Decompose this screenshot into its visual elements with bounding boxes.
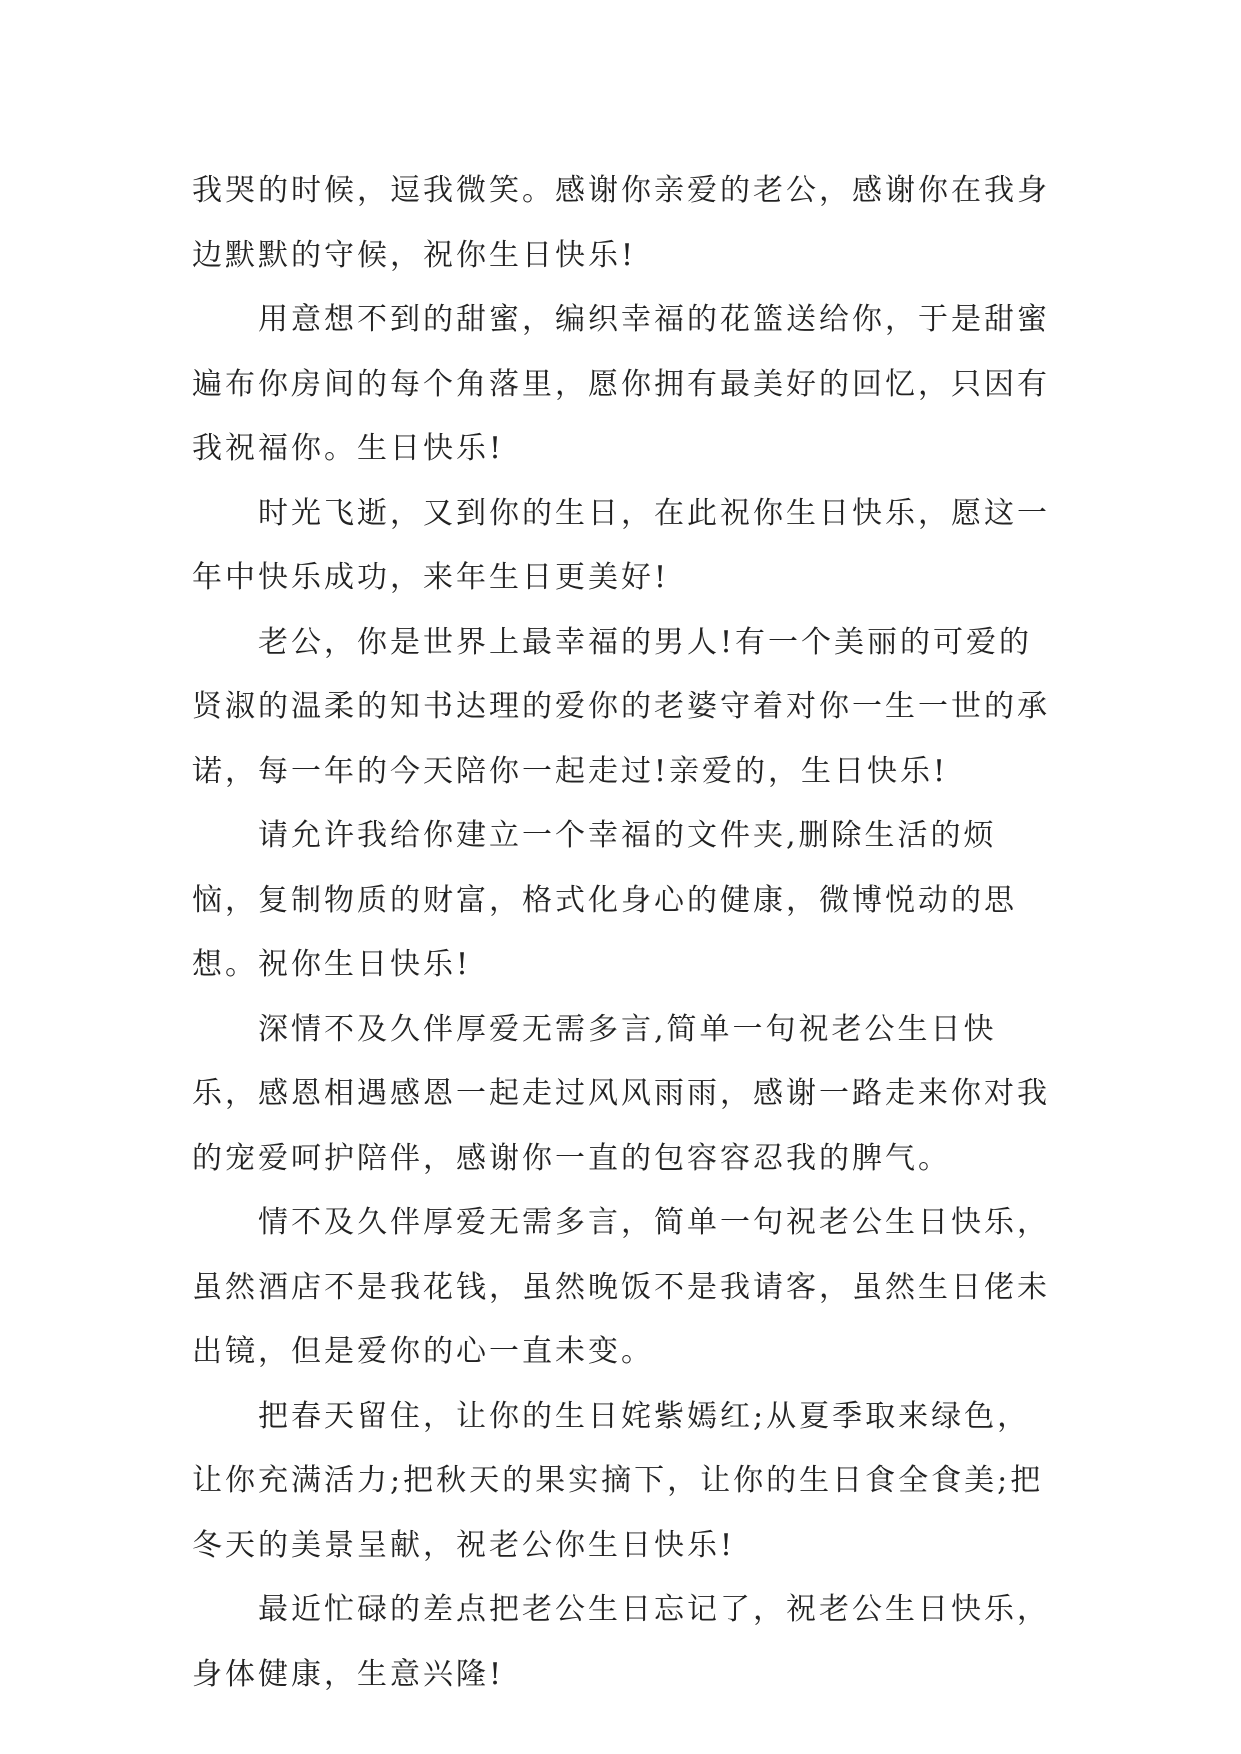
paragraph: 情不及久伴厚爱无需多言，简单一句祝老公生日快乐，虽然酒店不是我花钱，虽然晚饭不是我请客，虽然生日佬未出镜，但是爱你的心一直未变。 — [192, 1205, 1050, 1369]
paragraph: 我哭的时候，逗我微笑。感谢你亲爱的老公，感谢你在我身边默默的守候，祝你生日快乐! — [192, 173, 1050, 273]
paragraph: 请允许我给你建立一个幸福的文件夹,删除生活的烦恼，复制物质的财富，格式化身心的健康，微博悦动的思想。祝你生日快乐! — [192, 818, 1017, 982]
paragraph: 用意想不到的甜蜜，编织幸福的花篮送给你，于是甜蜜遍布你房间的每个角落里，愿你拥有最美好的回忆，只因有我祝福你。生日快乐! — [192, 302, 1050, 466]
paragraph: 最近忙碌的差点把老公生日忘记了，祝老公生日快乐，身体健康，生意兴隆! — [192, 1592, 1050, 1692]
document-body — [192, 159, 1052, 1707]
paragraph: 老公，你是世界上最幸福的男人!有一个美丽的可爱的贤淑的温柔的知书达理的爱你的老婆守着对你一生一世的承诺，每一年的今天陪你一起走过!亲爱的，生日快乐! — [192, 624, 1050, 789]
paragraph: 深情不及久伴厚爱无需多言,简单一句祝老公生日快乐，感恩相遇感恩一起走过风风雨雨，感谢一路走来你对我的宠爱呵护陪伴，感谢你一直的包容容忍我的脾气。 — [192, 1011, 1050, 1176]
paragraph: 把春天留住，让你的生日姹紫嫣红;从夏季取来绿色，让你充满活力;把秋天的果实摘下，让你的生日食全食美;把冬天的美景呈献，祝老公你生日快乐! — [192, 1398, 1044, 1563]
paragraph: 时光飞逝，又到你的生日，在此祝你生日快乐，愿这一年中快乐成功，来年生日更美好! — [192, 495, 1050, 595]
